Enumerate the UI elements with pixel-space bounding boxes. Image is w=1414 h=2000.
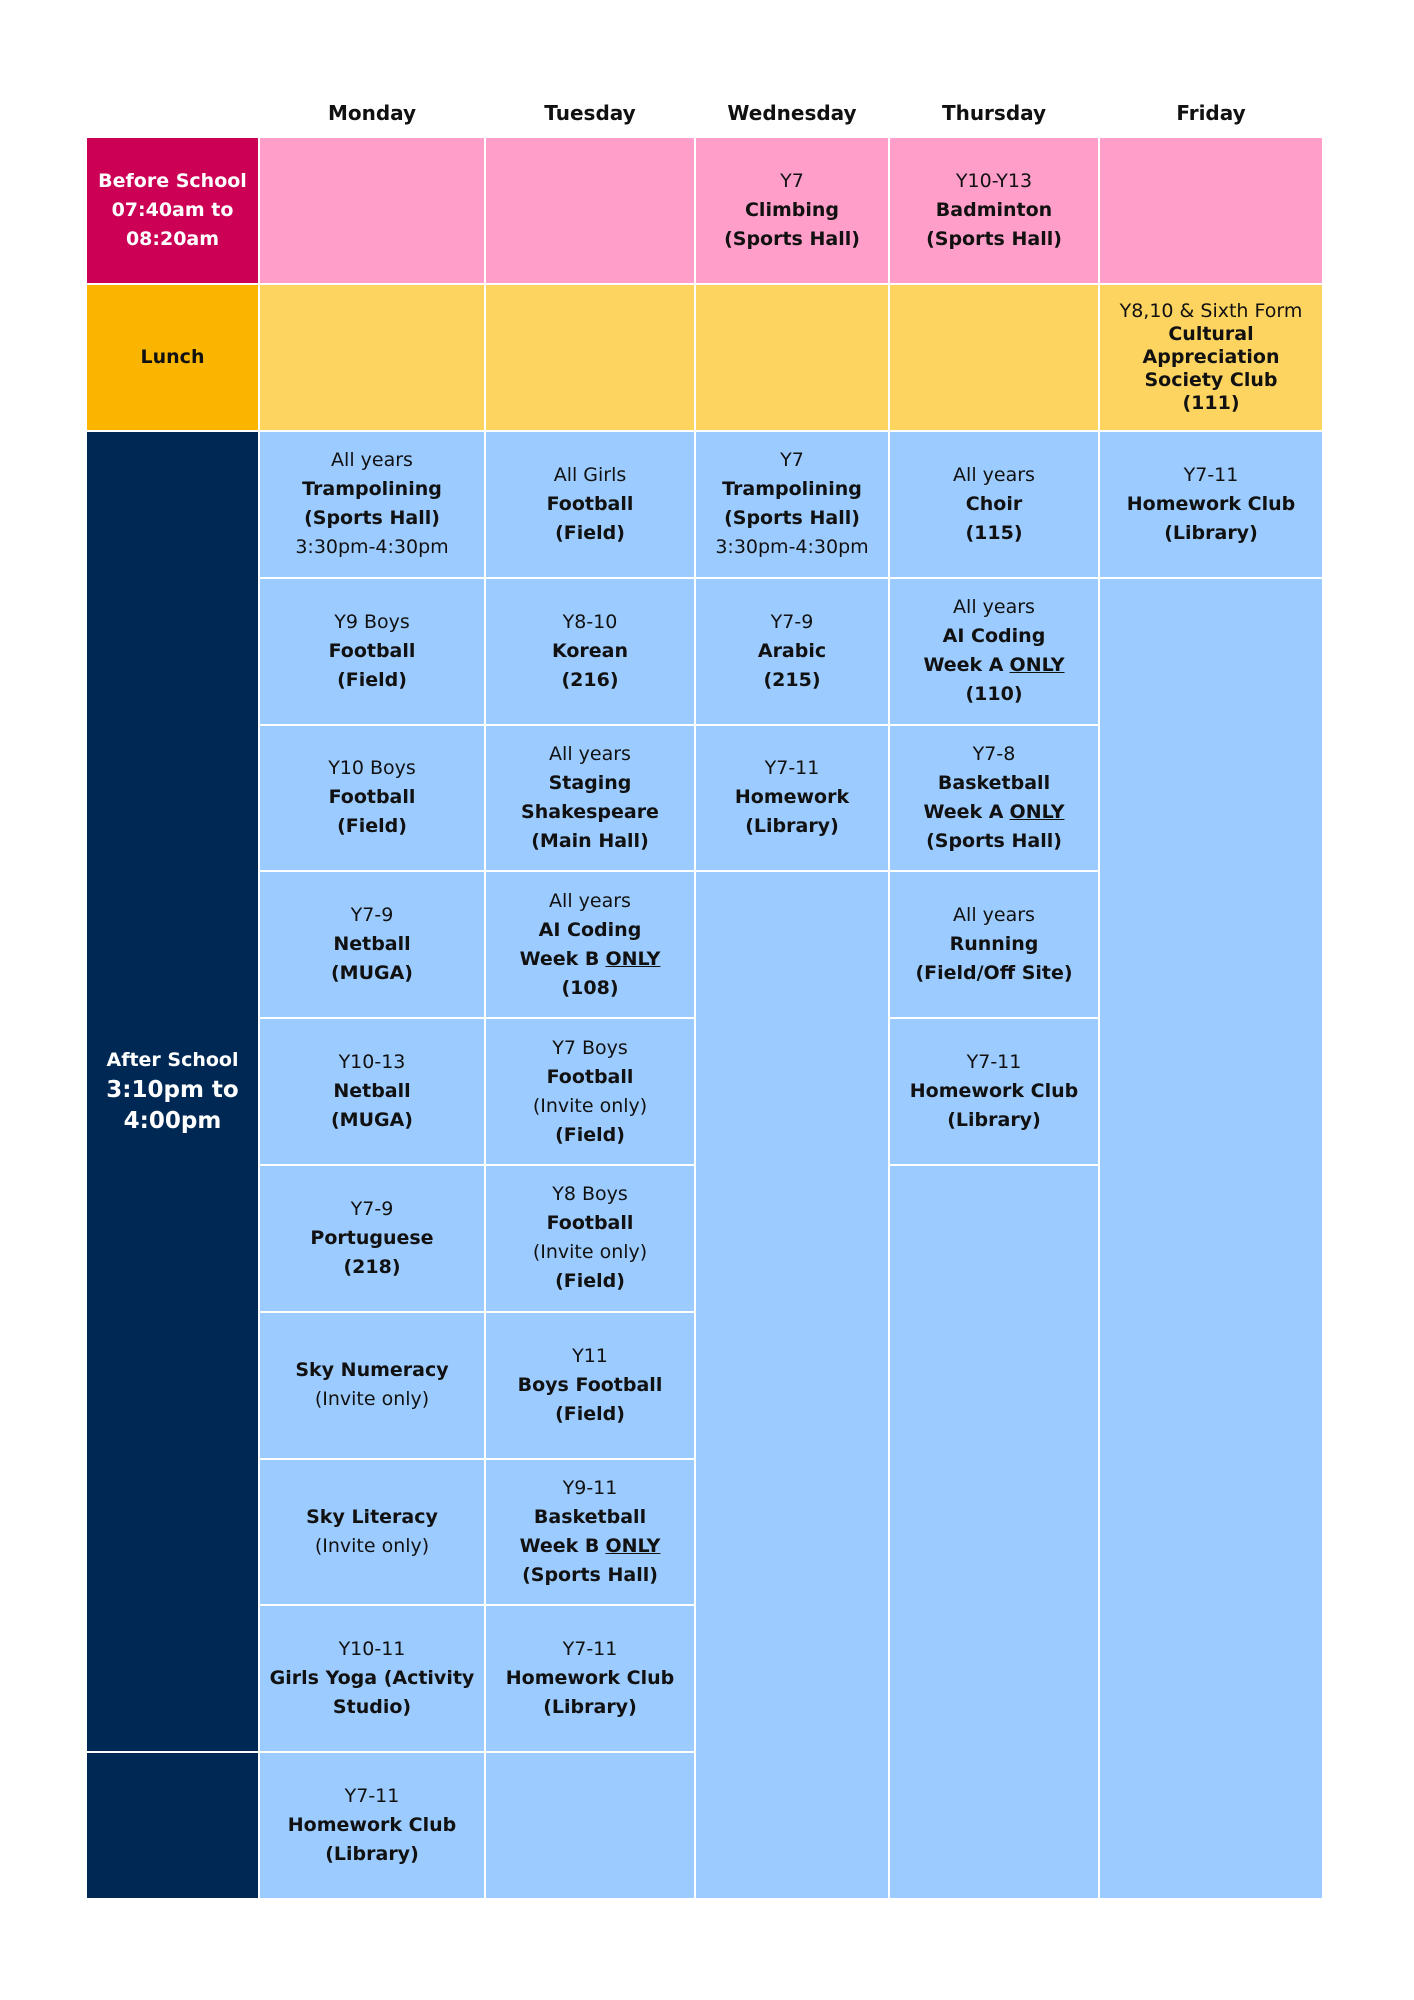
activity-name: Korean [551, 639, 629, 662]
period-time: 4:00pm [123, 1108, 222, 1135]
location: (Sports Hall) [724, 507, 860, 530]
activity-name: Homework Club [1126, 492, 1296, 515]
activity-cell [260, 1753, 484, 1898]
activity-cell [486, 1606, 694, 1751]
activity-cell [890, 432, 1098, 577]
year-group: Y7-9 [770, 610, 814, 633]
activity-cell [1100, 432, 1322, 577]
activity-name: Football [546, 492, 634, 515]
activity-name: Football [546, 1212, 634, 1235]
period-time: 3:10pm to [106, 1077, 239, 1104]
location: (Library) [947, 1109, 1041, 1132]
activity-cell [486, 872, 694, 1017]
year-group: Y7-11 [764, 757, 820, 780]
activity-cell [890, 1019, 1098, 1164]
location: (Field) [337, 815, 407, 838]
activity-cell [486, 1460, 694, 1605]
before-tuesday-empty [486, 138, 694, 283]
header-tuesday: Tuesday [544, 101, 636, 125]
activity-name: AI Coding [538, 918, 642, 941]
year-group: Y9-11 [562, 1476, 618, 1499]
activity-cell [696, 432, 888, 577]
period-lunch [87, 285, 258, 430]
lunch-friday-cultural-club [1100, 285, 1322, 430]
activity-name: Climbing [744, 199, 839, 221]
year-group: Y8-10 [562, 610, 618, 633]
only-label: ONLY [605, 947, 661, 970]
activity-name: Appreciation [1142, 346, 1280, 368]
activity-name: Society Club [1144, 369, 1278, 391]
period-before-school [87, 138, 258, 283]
activity-name: Boys Football [517, 1373, 663, 1396]
week-label: Week A [923, 654, 1004, 677]
activity-note: (Invite only) [532, 1241, 648, 1264]
header-monday: Monday [327, 101, 417, 125]
year-group: Y10-11 [338, 1638, 406, 1661]
activity-cell [260, 1166, 484, 1311]
activity-cell [260, 1606, 484, 1751]
only-label: ONLY [1009, 800, 1065, 823]
year-group: Y7 [780, 449, 804, 472]
location: (215) [763, 668, 821, 691]
activity-cell [260, 726, 484, 871]
year-group: Y7-8 [972, 742, 1016, 765]
activity-cell [260, 579, 484, 724]
activity-name: Sky Numeracy [295, 1359, 449, 1382]
period-time: 07:40am to [111, 199, 234, 221]
week-restriction [520, 1532, 661, 1561]
activity-cell [696, 726, 888, 871]
location: (108) [561, 976, 619, 999]
week-restriction [923, 651, 1064, 680]
year-group: All years [953, 463, 1035, 486]
location: (Library) [745, 815, 839, 838]
week-restriction [520, 945, 661, 974]
year-group: Y8,10 & Sixth Form [1119, 300, 1303, 322]
location: (MUGA) [330, 962, 413, 985]
period-after-school-extra [87, 1753, 258, 1898]
activity-note: (Invite only) [314, 1388, 430, 1411]
activity-name: Staging [548, 771, 632, 794]
only-label: ONLY [605, 1534, 661, 1557]
activity-name: Shakespeare [521, 800, 659, 823]
activity-cell [260, 1313, 484, 1458]
activity-name: Portuguese [310, 1226, 434, 1249]
activity-name: Arabic [757, 639, 827, 662]
year-group: Y7-11 [344, 1785, 400, 1808]
year-group: All years [331, 449, 413, 472]
activity-name: Badminton [935, 199, 1053, 221]
year-group: Y7-9 [350, 904, 394, 927]
year-group: Y7 [780, 170, 804, 192]
week-restriction [923, 798, 1064, 827]
activity-cell [260, 432, 484, 577]
activity-name: Cultural [1168, 323, 1254, 345]
activity-name: Football [328, 786, 416, 809]
year-group: Y10-13 [338, 1051, 406, 1074]
header-thursday: Thursday [941, 101, 1047, 125]
empty-cell [696, 872, 888, 1898]
location: (Field) [555, 1123, 625, 1146]
year-group: Y7-11 [1183, 463, 1239, 486]
year-group: Y7-9 [350, 1197, 394, 1220]
location: (MUGA) [330, 1109, 413, 1132]
year-group: Y7 Boys [552, 1036, 628, 1059]
location: (Sports Hall) [926, 829, 1062, 852]
activity-name: Homework Club [287, 1814, 457, 1837]
activity-time: 3:30pm-4:30pm [295, 536, 449, 559]
year-group: All years [953, 904, 1035, 927]
location: (Library) [543, 1696, 637, 1719]
before-monday-empty [260, 138, 484, 283]
activity-cell [260, 1460, 484, 1605]
activity-name: Basketball [533, 1505, 647, 1528]
year-group: All years [549, 889, 631, 912]
day-header-row [87, 96, 1322, 130]
activity-name: Netball [333, 1080, 411, 1103]
location: (218) [343, 1255, 401, 1278]
empty-cell [486, 1753, 694, 1898]
activity-name: Netball [333, 933, 411, 956]
year-group: All Girls [553, 463, 627, 486]
activity-note: (Invite only) [532, 1094, 648, 1117]
location: (Field) [555, 1270, 625, 1293]
period-after-school [87, 432, 258, 1751]
week-label: Week B [519, 947, 600, 970]
year-group: Y10 Boys [328, 757, 416, 780]
activity-cell [260, 1019, 484, 1164]
year-group: All years [549, 742, 631, 765]
activity-cell [486, 1019, 694, 1164]
location: (Sports Hall) [522, 1563, 658, 1586]
activity-cell [696, 579, 888, 724]
location: (Field) [555, 1402, 625, 1425]
activity-cell [486, 726, 694, 871]
location: (Sports Hall) [926, 228, 1062, 250]
activity-cell [486, 432, 694, 577]
activity-name: AI Coding [942, 625, 1046, 648]
lunch-wednesday-empty [696, 285, 888, 430]
activity-name: Studio) [332, 1696, 412, 1719]
period-time: 08:20am [125, 228, 220, 250]
header-friday: Friday [1176, 101, 1246, 125]
week-label: Week A [923, 800, 1004, 823]
location: (216) [561, 668, 619, 691]
activity-cell [890, 872, 1098, 1017]
year-group: All years [953, 596, 1035, 619]
activity-cell [486, 579, 694, 724]
activity-name: Girls Yoga (Activity [269, 1667, 475, 1690]
lunch-monday-empty [260, 285, 484, 430]
period-label: After School [106, 1049, 239, 1072]
activity-cell [890, 726, 1098, 871]
year-group: Y9 Boys [334, 610, 410, 633]
year-group: Y11 [572, 1344, 608, 1367]
location: (Main Hall) [531, 829, 649, 852]
year-group: Y10-Y13 [955, 170, 1033, 192]
lunch-thursday-empty [890, 285, 1098, 430]
activity-name: Homework Club [505, 1667, 675, 1690]
period-label: Lunch [140, 346, 205, 368]
activity-name: Homework [734, 786, 850, 809]
location: (115) [965, 521, 1023, 544]
location: (Field/Off Site) [915, 962, 1073, 985]
header-wednesday: Wednesday [727, 101, 857, 125]
year-group: Y7-11 [562, 1638, 618, 1661]
location: (110) [965, 683, 1023, 706]
empty-cell [1100, 579, 1322, 1898]
location: (Field) [337, 668, 407, 691]
empty-cell [890, 1166, 1098, 1898]
timetable-grid [87, 138, 1322, 1898]
activity-name: Football [546, 1065, 634, 1088]
before-friday-empty [1100, 138, 1322, 283]
activity-cell [260, 872, 484, 1017]
activity-name: Choir [965, 492, 1023, 515]
activity-name: Homework Club [909, 1080, 1079, 1103]
before-wednesday-climbing [696, 138, 888, 283]
before-thursday-badminton [890, 138, 1098, 283]
location: (Sports Hall) [724, 228, 860, 250]
location: (Sports Hall) [304, 507, 440, 530]
activity-name: Sky Literacy [306, 1505, 438, 1528]
location: (Field) [555, 521, 625, 544]
activity-name: Basketball [937, 771, 1051, 794]
activity-cell [486, 1166, 694, 1311]
corner-spacer [87, 96, 258, 130]
location: (Library) [1164, 521, 1258, 544]
year-group: Y7-11 [966, 1051, 1022, 1074]
only-label: ONLY [1009, 654, 1065, 677]
location: (Library) [325, 1843, 419, 1866]
activity-cell [486, 1313, 694, 1458]
week-label: Week B [519, 1534, 600, 1557]
activity-name: Trampolining [722, 478, 862, 501]
activity-name: Trampolining [302, 478, 442, 501]
activity-time: 3:30pm-4:30pm [715, 536, 869, 559]
location: (111) [1182, 392, 1240, 414]
activity-cell [890, 579, 1098, 724]
period-label: Before School [98, 170, 247, 192]
activity-note: (Invite only) [314, 1534, 430, 1557]
activity-name: Football [328, 639, 416, 662]
year-group: Y8 Boys [552, 1183, 628, 1206]
activity-name: Running [949, 933, 1039, 956]
lunch-tuesday-empty [486, 285, 694, 430]
